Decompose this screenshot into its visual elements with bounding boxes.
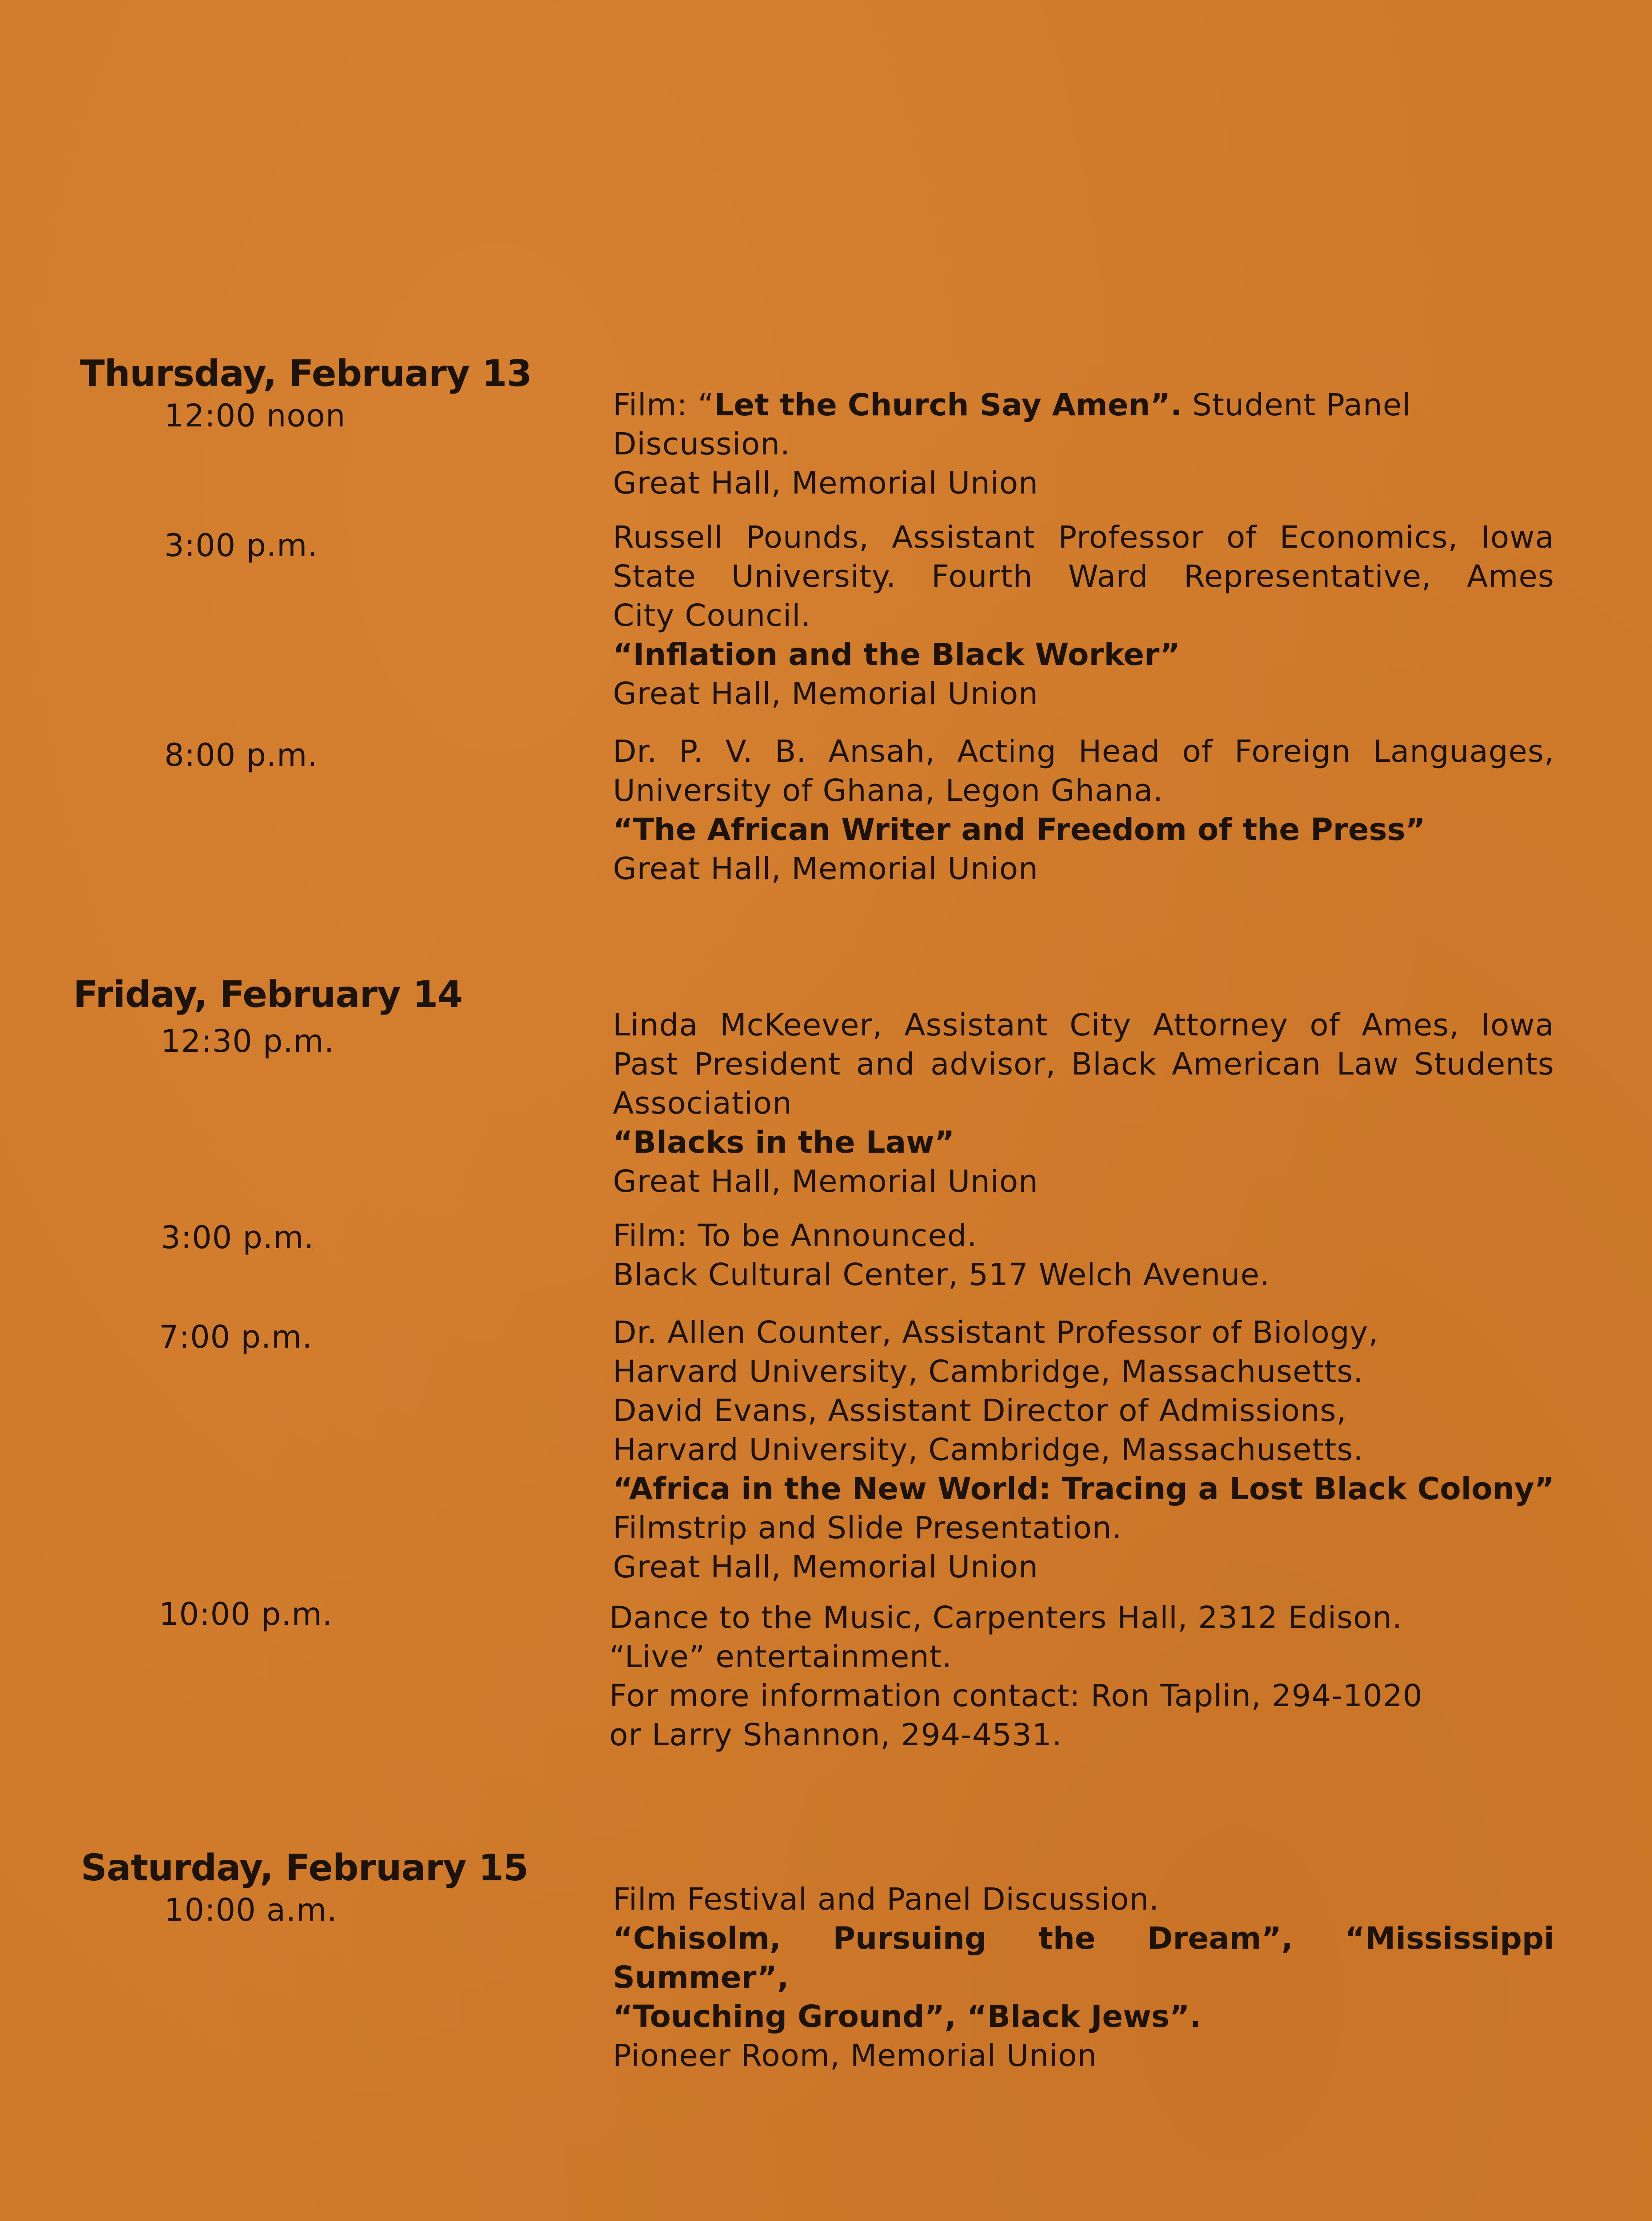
day-heading-saturday: Saturday, February 15 (81, 1847, 528, 1889)
event-line: Discussion. (613, 426, 790, 462)
event-film-title: Let the Church Say Amen”. (714, 387, 1182, 423)
event-time: 3:00 p.m. (161, 1219, 314, 1256)
event-line: Linda McKeever, Assistant City Attorney of Ames, Iowa (613, 1007, 1554, 1043)
event-venue: Great Hall, Memorial Union (613, 1549, 1039, 1585)
event-contact: For more information contact: Ron Taplin, 294-1020 (609, 1678, 1423, 1714)
event-line-part: Student Panel (1182, 387, 1411, 423)
event-time: 10:00 a.m. (164, 1892, 338, 1928)
event-details (609, 1598, 1551, 1755)
event-time: 7:00 p.m. (159, 1319, 313, 1355)
event-line: Harvard University, Cambridge, Massachusetts. (613, 1432, 1364, 1468)
event-line: University of Ghana, Legon Ghana. (613, 773, 1164, 808)
event-venue: Great Hall, Memorial Union (613, 851, 1039, 887)
day-heading-thursday: Thursday, February 13 (80, 353, 532, 395)
event-venue: Black Cultural Center, 517 Welch Avenue. (613, 1257, 1270, 1293)
event-time: 12:00 noon (164, 398, 346, 434)
event-venue: Pioneer Room, Memorial Union (613, 2038, 1097, 2074)
event-details (613, 1216, 1554, 1294)
event-line: Russell Pounds, Assistant Professor of Economics, Iowa (613, 520, 1554, 555)
event-details (613, 386, 1554, 503)
event-line: Past President and advisor, Black American Law Students (613, 1047, 1554, 1082)
event-details (613, 518, 1554, 713)
event-details (613, 1880, 1554, 2075)
event-venue: Great Hall, Memorial Union (613, 466, 1039, 501)
event-time: 12:30 p.m. (161, 1023, 335, 1059)
event-talk-title: “Inflation and the Black Worker” (613, 637, 1180, 673)
event-line: Film Festival and Panel Discussion. (613, 1882, 1160, 1917)
event-line: David Evans, Assistant Director of Admissions, (613, 1393, 1347, 1429)
event-talk-title: “Africa in the New World: Tracing a Lost Black Colony” (613, 1471, 1555, 1507)
event-line: City Council. (613, 598, 811, 633)
event-contact: or Larry Shannon, 294-4531. (609, 1717, 1062, 1753)
event-line: Dr. P. V. B. Ansah, Acting Head of Foreign Languages, (613, 734, 1554, 769)
event-line: Dr. Allen Counter, Assistant Professor of Biology, (613, 1315, 1379, 1350)
event-line: Association (613, 1086, 792, 1121)
event-line: State University. Fourth Ward Representative, Ames (613, 559, 1554, 594)
event-talk-title: “Blacks in the Law” (613, 1125, 955, 1160)
event-details (613, 732, 1554, 888)
day-heading-friday: Friday, February 14 (73, 974, 463, 1016)
event-line (613, 386, 1554, 425)
event-line: “Live” entertainment. (609, 1639, 952, 1675)
event-film-titles: “Chisolm, Pursuing the Dream”, “Mississippi Summer”, (613, 1921, 1554, 1995)
event-details (613, 1313, 1554, 1587)
event-venue: Great Hall, Memorial Union (613, 1164, 1039, 1199)
event-line: Film: To be Announced. (613, 1218, 977, 1254)
event-line: Filmstrip and Slide Presentation. (613, 1510, 1122, 1546)
event-line: Harvard University, Cambridge, Massachusetts. (613, 1354, 1364, 1389)
event-venue: Great Hall, Memorial Union (613, 676, 1039, 712)
event-details (613, 1006, 1554, 1201)
event-line-part: Film: “ (613, 387, 715, 423)
event-talk-title: “The African Writer and Freedom of the Press” (613, 812, 1426, 848)
event-time: 3:00 p.m. (164, 527, 318, 564)
event-line: Dance to the Music, Carpenters Hall, 2312 Edison. (609, 1600, 1402, 1636)
event-film-titles: “Touching Ground”, “Black Jews”. (613, 1999, 1202, 2034)
event-time: 8:00 p.m. (164, 737, 318, 773)
event-time: 10:00 p.m. (159, 1596, 333, 1632)
